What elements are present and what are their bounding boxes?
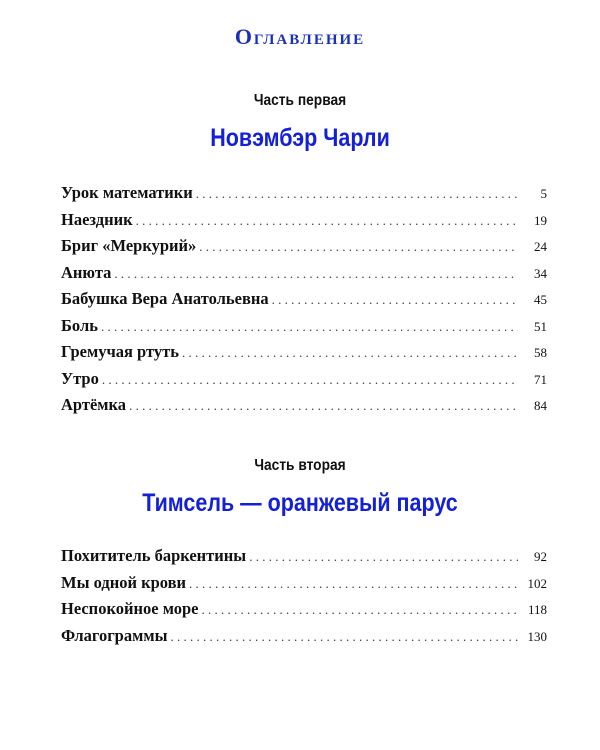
entry-page-number: 118	[527, 602, 547, 617]
entry-title: Боль	[61, 315, 98, 335]
toc-entry[interactable]	[61, 236, 547, 263]
entry-page-number: 84	[534, 398, 547, 413]
entry-page-number: 24	[534, 239, 547, 254]
part-2-title: Тимсель — оранжевый парус	[142, 489, 458, 517]
toc-entry[interactable]	[61, 183, 547, 210]
toc-entry[interactable]	[61, 210, 547, 237]
part-2-contents	[61, 546, 547, 652]
toc-entry[interactable]	[61, 289, 547, 316]
entry-title: Мы одной крови	[61, 572, 187, 592]
part-2-label: Часть вторая	[254, 457, 346, 474]
entry-title: Анюта	[61, 262, 112, 282]
entry-page-number: 34	[534, 265, 547, 281]
entry-title: Артёмка	[61, 395, 127, 414]
entry-title: Гремучая ртуть	[61, 342, 179, 361]
entry-page-number: 45	[534, 292, 547, 307]
dot-leader	[249, 549, 518, 565]
entry-page-number: 92	[534, 549, 547, 564]
toc-entry[interactable]	[61, 573, 547, 600]
toc-entry[interactable]	[61, 263, 547, 290]
dot-leader	[101, 319, 518, 335]
dot-leader	[196, 186, 518, 202]
dot-leader	[170, 629, 518, 645]
entry-title: Неспокойное море	[61, 599, 199, 618]
dot-leader	[182, 345, 518, 361]
part-1-label: Часть первая	[253, 92, 347, 109]
dot-leader	[129, 398, 518, 414]
dot-leader	[199, 239, 518, 255]
dot-leader	[189, 576, 518, 592]
entry-page-number: 5	[540, 186, 547, 201]
entry-title: Флагограммы	[61, 625, 168, 645]
entry-title: Бабушка Вера Анатольевна	[61, 289, 269, 308]
entry-page-number: 19	[534, 212, 547, 228]
toc-entry[interactable]	[61, 599, 547, 626]
toc-heading: Оглавление	[234, 24, 366, 49]
entry-title: Урок математики	[61, 183, 193, 202]
toc-entry[interactable]	[61, 316, 547, 343]
entry-page-number: 58	[534, 345, 547, 360]
part-1-title: Новэмбэр Чарли	[210, 124, 390, 152]
toc-entry[interactable]	[61, 342, 547, 369]
dot-leader	[102, 372, 518, 388]
part-1-contents	[61, 183, 547, 422]
entry-page-number: 102	[527, 575, 547, 591]
entry-title: Утро	[61, 368, 99, 388]
dot-leader	[201, 602, 518, 618]
dot-leader	[136, 213, 518, 229]
toc-entry[interactable]	[61, 626, 547, 653]
entry-page-number: 51	[534, 318, 547, 334]
entry-title: Похититель баркентины	[61, 546, 247, 565]
entry-page-number: 130	[527, 628, 547, 644]
entry-page-number: 71	[534, 371, 547, 387]
entry-title: Бриг «Меркурий»	[61, 236, 197, 255]
toc-entry[interactable]	[61, 395, 547, 422]
entry-title: Наездник	[61, 209, 133, 229]
dot-leader	[114, 266, 518, 282]
dot-leader	[272, 292, 518, 308]
toc-entry[interactable]	[61, 369, 547, 396]
toc-entry[interactable]	[61, 546, 547, 573]
